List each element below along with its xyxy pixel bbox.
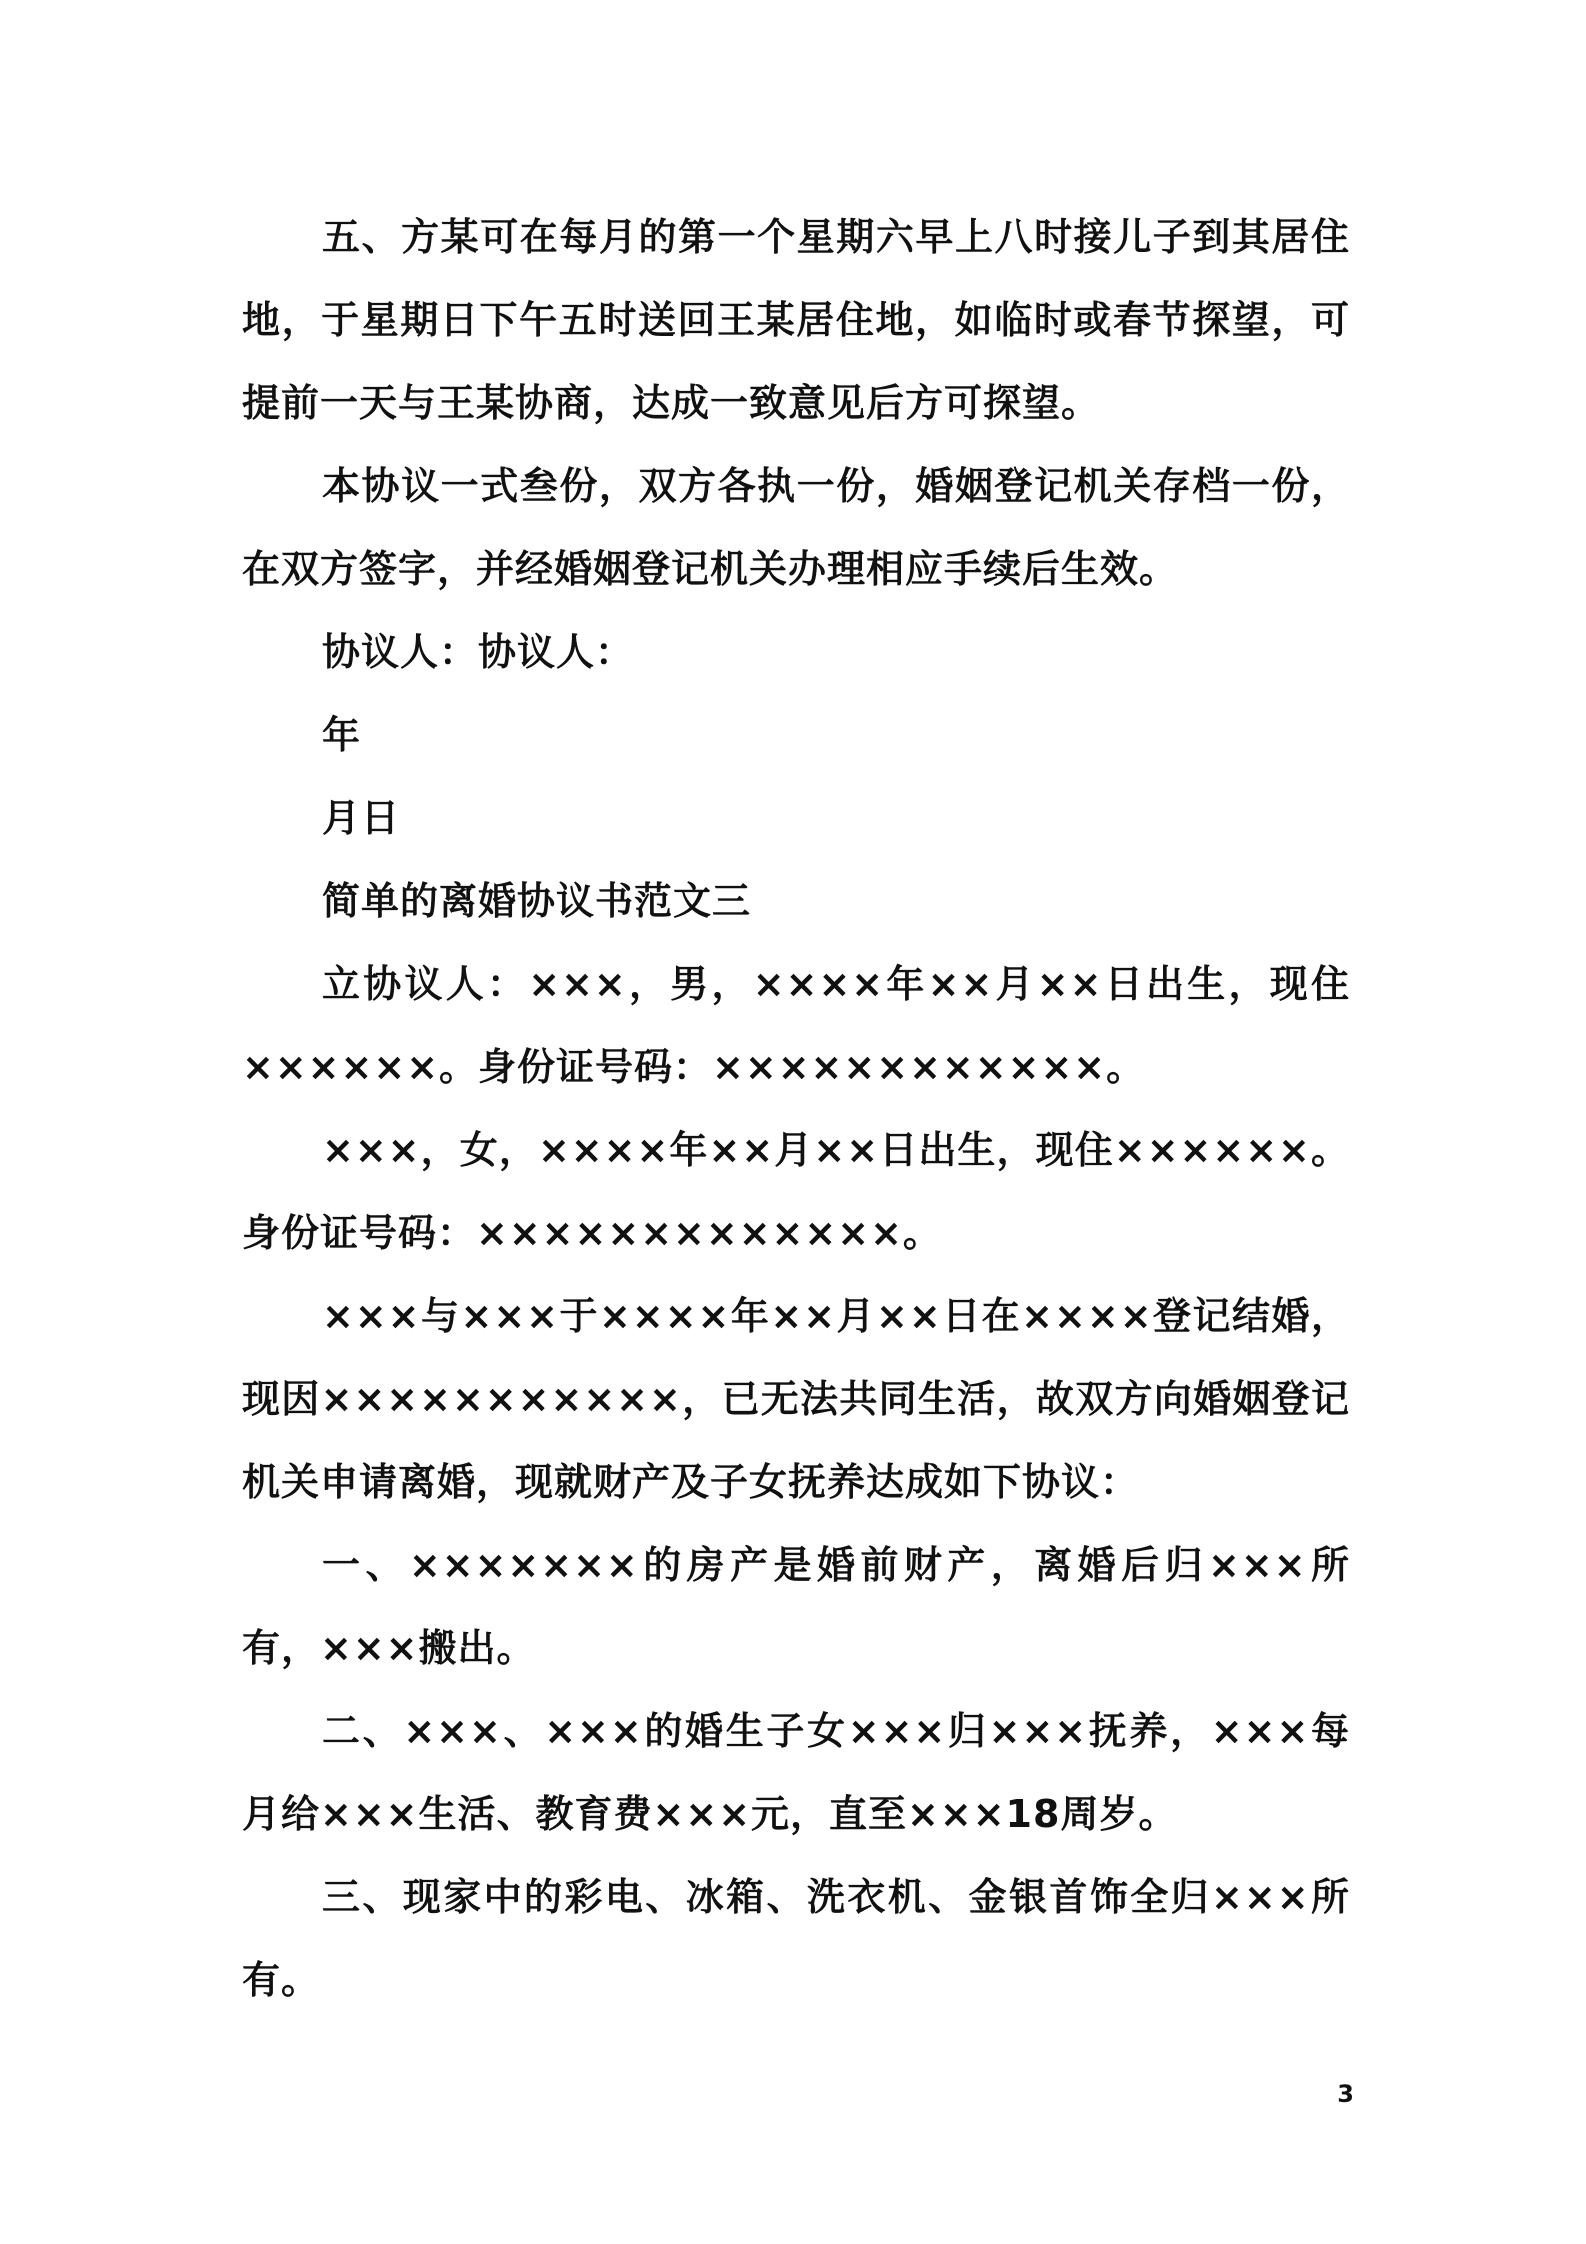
paragraph-visitation: 五、方某可在每月的第一个星期六早上八时接儿子到其居住地，于星期日下午五时送回王某居住地，如临时或春节探望，可提前一天与王某协商，达成一致意见后方可探望。 — [242, 215, 1350, 425]
paragraph-clause-two: 二、×××、×××的婚生子女×××归×××抚养，×××每月给×××生活、教育费×××元，直至×××18周岁。 — [242, 1709, 1350, 1836]
paragraph-year: 年 — [322, 713, 362, 757]
paragraph-month-day: 月日 — [322, 796, 401, 840]
section-title: 简单的离婚协议书范文三 — [322, 879, 752, 923]
paragraph-copies: 本协议一式叁份，双方各执一份，婚姻登记机关存档一份，在双方签字，并经婚姻登记机关办理相应手续后生效。 — [242, 464, 1350, 591]
paragraph-marriage-background: ×××与×××于××××年××月××日在××××登记结婚，现因×××××××××××，已无法共同生活，故双方向婚姻登记机关申请离婚，现就财产及子女抚养达成如下协议： — [242, 1294, 1350, 1504]
paragraph-party-female: ×××，女，××××年××月××日出生，现住××××××。身份证号码：×××××××××××××。 — [242, 1128, 1350, 1255]
page-number: 3 — [1337, 2080, 1354, 2108]
paragraph-clause-three: 三、现家中的彩电、冰箱、洗衣机、金银首饰全归×××所有。 — [242, 1875, 1350, 2002]
paragraph-signatories: 协议人：协议人： — [322, 630, 635, 674]
document-body — [242, 196, 1350, 2022]
paragraph-clause-one: 一、×××××××的房产是婚前财产，离婚后归×××所有，×××搬出。 — [242, 1543, 1350, 1670]
paragraph-party-male: 立协议人：×××，男，××××年××月××日出生，现住××××××。身份证号码：××××××××××××。 — [242, 962, 1350, 1089]
